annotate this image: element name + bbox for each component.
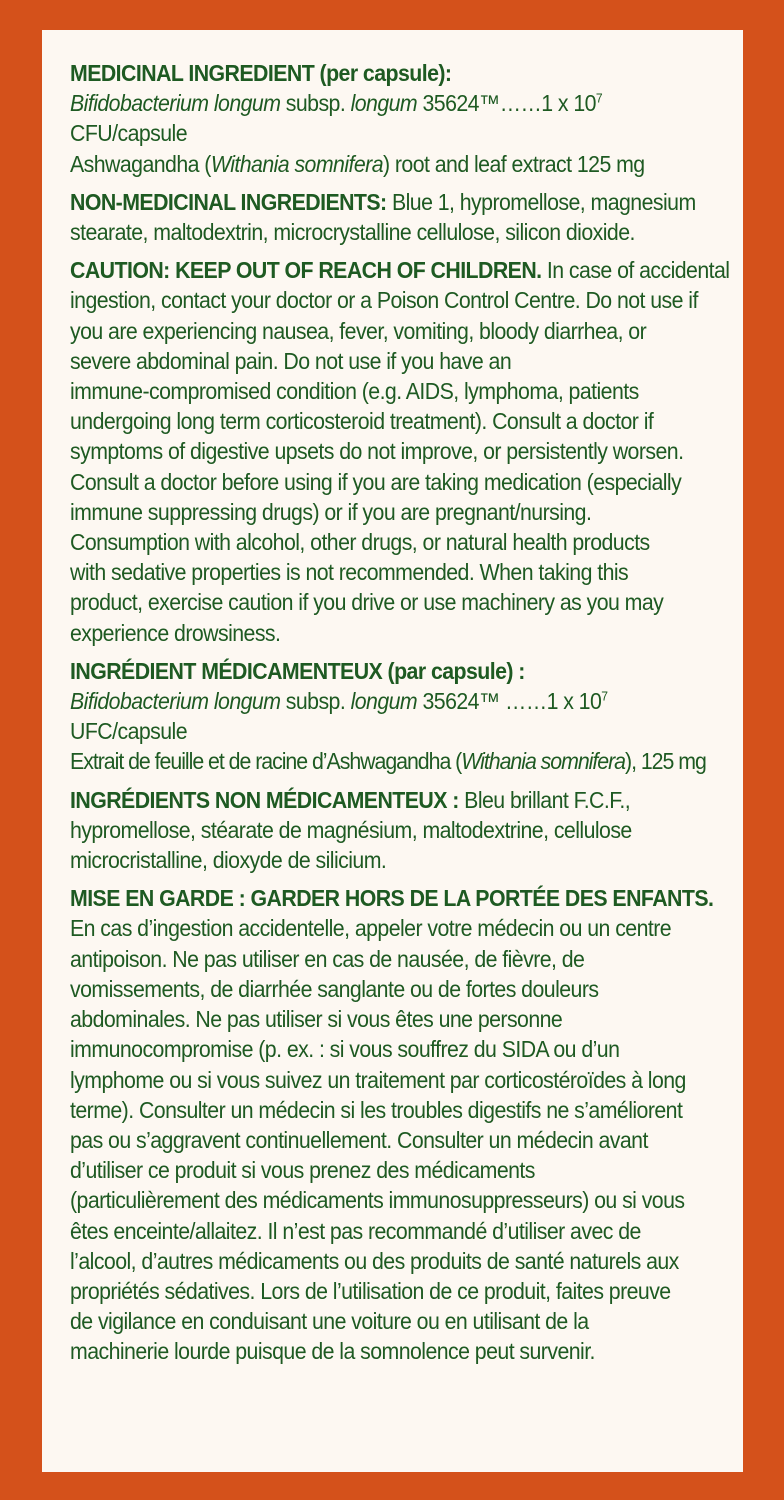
en-probiotic-line: Bifidobacterium longum subsp. longum 35624™……1 x $10^7$ <box>70 90 603 117</box>
en-caution-line: undergoing long term corticosteroid treatment). Consult a doctor if <box>70 408 654 435</box>
en-caution-line: symptoms of digestive upsets do not improve, or persistently worsen. <box>70 438 684 465</box>
fr-caution-line: de vigilance en conduisant une voiture ou en utilisant de la <box>70 1308 589 1335</box>
fr-caution-line: propriétés sédatives. Lors de l’utilisation de ce produit, faites preuve <box>70 1277 671 1304</box>
en-cfu-unit: CFU/capsule <box>70 120 188 147</box>
label-text <box>70 58 730 1375</box>
fr-caution-line: vomissements, de diarrhée sanglante ou de fortes douleurs <box>70 975 599 1002</box>
fr-ashwagandha-line: Extrait de feuille et de racine d’Ashwagandha (Withania somnifera), 125 mg <box>70 748 706 775</box>
fr-caution-line: terme). Consulter un médecin si les troubles digestifs ne s’améliorent <box>70 1096 683 1123</box>
fr-non-medicinal-line: microcristalline, dioxyde de silicium. <box>70 847 387 874</box>
fr-caution-line: immunocompromise (p. ex. : si vous souffrez du SIDA ou d’un <box>70 1036 620 1063</box>
en-caution-line: product, exercise caution if you drive or use machinery as you may <box>70 589 664 616</box>
fr-non-medicinal-section <box>70 785 678 876</box>
fr-probiotic-line: Bifidobacterium longum subsp. longum 35624™ ……1 x $10^7$ <box>70 688 608 715</box>
en-non-medicinal-section <box>70 187 696 247</box>
en-caution-line: severe abdominal pain. Do not use if you have an <box>70 347 512 374</box>
en-caution-section <box>70 255 730 648</box>
fr-non-medicinal-line-1: INGRÉDIENTS NON MÉDICAMENTEUX : Bleu brillant F.C.F., <box>70 786 631 813</box>
fr-caution-line: lymphome ou si vous suivez un traitement par corticostéroïdes à long <box>70 1066 686 1093</box>
fr-caution-heading: MISE EN GARDE : GARDER HORS DE LA PORTÉE DES ENFANTS. <box>70 885 714 912</box>
fr-medicinal-section <box>70 656 706 777</box>
fr-caution-line: En cas d’ingestion accidentelle, appeler votre médecin ou un centre <box>70 915 672 942</box>
fr-caution-line: êtes enceinte/allaitez. Il n’est pas recommandé d’utiliser avec de <box>70 1217 641 1244</box>
fr-caution-line: antipoison. Ne pas utiliser en cas de nausée, de fièvre, de <box>70 945 585 972</box>
en-caution-line: Consult a doctor before using if you are taking medication (especially <box>70 468 682 495</box>
en-caution-line: with sedative properties is not recommended. When taking this <box>70 559 629 586</box>
fr-caution-line: pas ou s’aggravent continuellement. Consulter un médecin avant <box>70 1126 648 1153</box>
fr-caution-line: abdominales. Ne pas utiliser si vous êtes une personne <box>70 1006 563 1033</box>
fr-caution-section <box>70 883 714 1366</box>
fr-caution-line: l’alcool, d’autres médicaments ou des produits de santé naturels aux <box>70 1247 679 1274</box>
fr-non-medicinal-line: hypromellose, stéarate de magnésium, maltodextrine, cellulose <box>70 816 632 843</box>
en-non-medicinal-line-2: stearate, maltodextrin, microcrystalline cellulose, silicon dioxide. <box>70 219 635 246</box>
en-caution-line: immune suppressing drugs) or if you are pregnant/nursing. <box>70 498 592 525</box>
en-caution-line: you are experiencing nausea, fever, vomiting, bloody diarrhea, or <box>70 317 647 344</box>
fr-caution-line: machinerie lourde puisque de la somnolence peut survenir. <box>70 1338 595 1365</box>
en-medicinal-section <box>70 58 678 179</box>
fr-cfu-unit: UFC/capsule <box>70 718 188 745</box>
en-non-medicinal-line-1: NON-MEDICINAL INGREDIENTS: Blue 1, hypromellose, magnesium <box>70 188 696 215</box>
en-ashwagandha-line: Ashwagandha (Withania somnifera) root and leaf extract 125 mg <box>70 150 645 177</box>
en-caution-line: Consumption with alcohol, other drugs, or natural health products <box>70 529 650 556</box>
en-caution-line: immune-compromised condition (e.g. AIDS, lymphoma, patients <box>70 378 639 405</box>
en-caution-line: experience drowsiness. <box>70 619 281 646</box>
en-medicinal-heading: MEDICINAL INGREDIENT (per capsule): <box>70 60 452 86</box>
label-panel <box>42 30 743 1472</box>
fr-medicinal-heading: INGRÉDIENT MÉDICAMENTEUX (par capsule) : <box>70 657 525 684</box>
en-caution-line: ingestion, contact your doctor or a Poison Control Centre. Do not use if <box>70 287 698 314</box>
fr-caution-line: d’utiliser ce produit si vous prenez des médicaments <box>70 1157 535 1184</box>
en-caution-line-1: CAUTION: KEEP OUT OF REACH OF CHILDREN. In case of accidental <box>70 257 730 284</box>
fr-caution-line: (particulièrement des médicaments immunosuppresseurs) ou si vous <box>70 1187 685 1214</box>
